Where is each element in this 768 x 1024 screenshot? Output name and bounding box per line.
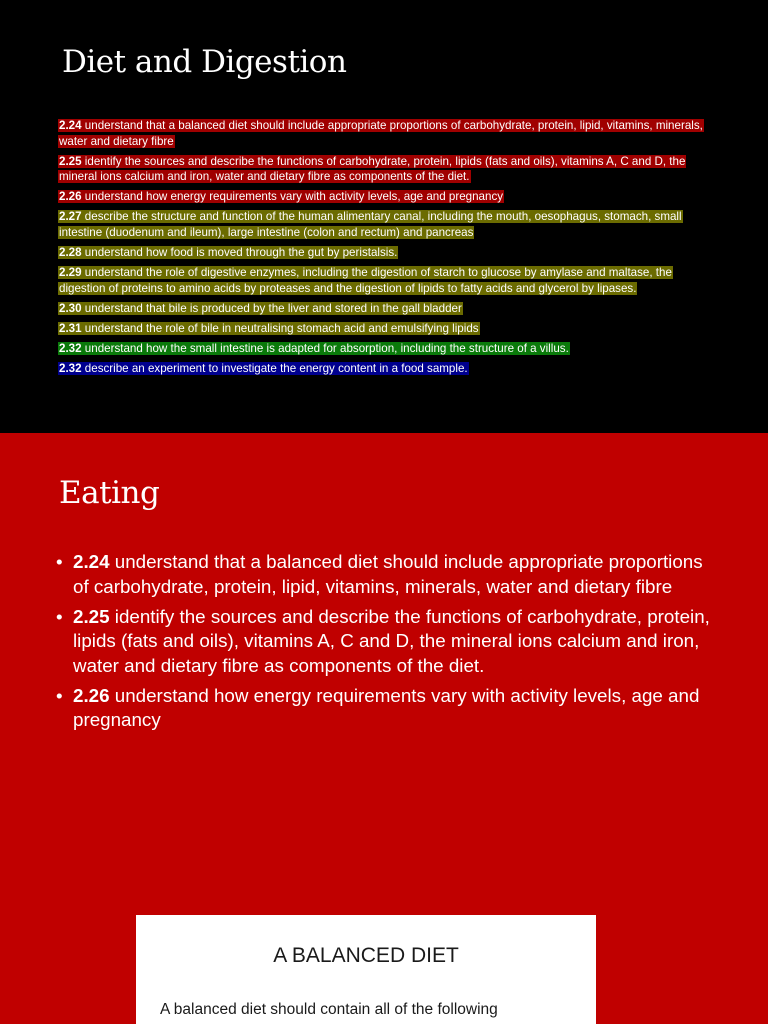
objective-text: understand how energy requirements vary with activity levels, age and pregnancy [81, 190, 504, 204]
bullet-item [56, 550, 716, 599]
objective-number: 2.24 [59, 119, 82, 132]
objectives-list [58, 118, 708, 381]
balanced-diet-card [136, 915, 596, 1024]
objective-item [58, 189, 708, 205]
objective-item [58, 118, 708, 149]
slide-diet-and-digestion [0, 0, 768, 433]
bullet-number: 2.24 [73, 551, 110, 572]
objective-number: 2.26 [59, 190, 82, 204]
objective-text: identify the sources and describe the functions of carbohydrate, protein, lipids (fats and oils), vitamins A, C and D, the mineral ions calcium and iron, water and dietary fibre as components of the diet. [59, 154, 686, 184]
objective-text: understand the role of bile in neutralising stomach acid and emulsifying lipids [81, 322, 479, 336]
bullet-dot-icon: • [56, 551, 63, 572]
objective-number: 2.32 [59, 342, 82, 356]
objective-item [58, 209, 708, 240]
slide-title: Diet and Digestion [62, 44, 347, 80]
card-title: A BALANCED DIET [273, 944, 459, 967]
objective-item [58, 361, 708, 377]
card-text: A balanced diet should contain all of the following [160, 1001, 498, 1018]
objective-number: 2.30 [59, 301, 82, 315]
objective-text: describe the structure and function of the human alimentary canal, including the mouth, oesophagus, stomach, small intestine (duodenum and ileum), large intestine (colon and rectum) and pancreas [59, 210, 682, 240]
objective-item [58, 154, 708, 185]
objective-text: describe an experiment to investigate the energy content in a food sample. [81, 362, 468, 376]
objective-text: understand that bile is produced by the liver and stored in the gall bladder [81, 301, 462, 315]
objective-item [58, 321, 708, 337]
objective-item [58, 341, 708, 357]
objective-number: 2.32 [59, 362, 82, 376]
objective-number: 2.29 [59, 266, 82, 280]
objective-text: understand the role of digestive enzymes, including the digestion of starch to glucose by amylase and maltase, the digestion of proteins to amino acids by proteases and the digestion of lipids to fatty acids and glycerol by lipases. [59, 266, 672, 295]
bullet-item [56, 684, 716, 733]
bullet-number: 2.26 [73, 684, 110, 706]
objective-number: 2.25 [59, 154, 82, 168]
bullet-list [56, 550, 716, 738]
objective-text: understand how food is moved through the gut by peristalsis. [81, 246, 398, 260]
bullet-dot-icon: • [56, 684, 63, 706]
objective-number: 2.28 [59, 246, 82, 260]
objective-number: 2.27 [59, 210, 82, 224]
objective-text: understand that a balanced diet should include appropriate proportions of carbohydrate, protein, lipid, vitamins, minerals, water and dietary fibre [59, 119, 703, 148]
bullet-text: understand how energy requirements vary with activity levels, age and pregnancy [73, 684, 700, 730]
objective-item [58, 265, 708, 296]
bullet-text: identify the sources and describe the functions of carbohydrate, protein, lipids (fats and oils), vitamins A, C and D, the mineral ions calcium and iron, water and dietary fibre as components of the diet. [73, 605, 710, 676]
objective-text: understand how the small intestine is adapted for absorption, including the structure of a villus. [81, 342, 569, 356]
bullet-number: 2.25 [73, 605, 110, 627]
slide-title: Eating [59, 475, 160, 511]
slide-eating [0, 433, 768, 1024]
bullet-item [56, 605, 716, 679]
objective-item [58, 301, 708, 317]
objective-item [58, 245, 708, 261]
objective-number: 2.31 [59, 322, 82, 336]
bullet-dot-icon: • [56, 605, 63, 627]
bullet-text: understand that a balanced diet should include appropriate proportions of carbohydrate, protein, lipid, vitamins, minerals, water and dietary fibre [73, 551, 703, 597]
